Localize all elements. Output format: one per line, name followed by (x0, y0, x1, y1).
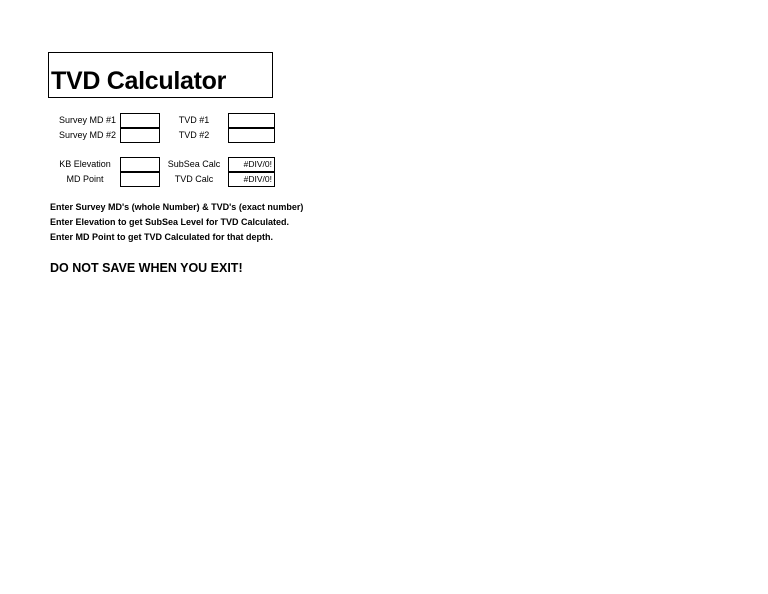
tvd-1-label: TVD #1 (178, 115, 210, 125)
md-point-input[interactable] (120, 172, 160, 187)
survey-md-1-label: Survey MD #1 (58, 115, 116, 125)
instruction-line-3: Enter MD Point to get TVD Calculated for that depth. (50, 232, 274, 242)
survey-md-2-input[interactable] (120, 128, 160, 143)
tvd-1-input[interactable] (228, 113, 275, 128)
instruction-line-1: Enter Survey MD's (whole Number) & TVD's (exact number) (50, 202, 304, 212)
tvd-2-input[interactable] (228, 128, 275, 143)
page-title: TVD Calculator (51, 67, 226, 95)
tvd-calc-output: #DIV/0! (228, 172, 275, 187)
title-box (48, 52, 273, 98)
tvd-calc-label: TVD Calc (174, 174, 214, 184)
kb-elevation-label: KB Elevation (59, 159, 111, 169)
tvd-2-label: TVD #2 (178, 130, 210, 140)
survey-md-1-input[interactable] (120, 113, 160, 128)
md-point-label: MD Point (66, 174, 104, 184)
exit-warning: DO NOT SAVE WHEN YOU EXIT! (50, 261, 243, 275)
instruction-line-2: Enter Elevation to get SubSea Level for TVD Calculated. (50, 217, 290, 227)
survey-md-2-label: Survey MD #2 (58, 130, 116, 140)
subsea-calc-output: #DIV/0! (228, 157, 275, 172)
subsea-calc-label: SubSea Calc (167, 159, 221, 169)
kb-elevation-input[interactable] (120, 157, 160, 172)
